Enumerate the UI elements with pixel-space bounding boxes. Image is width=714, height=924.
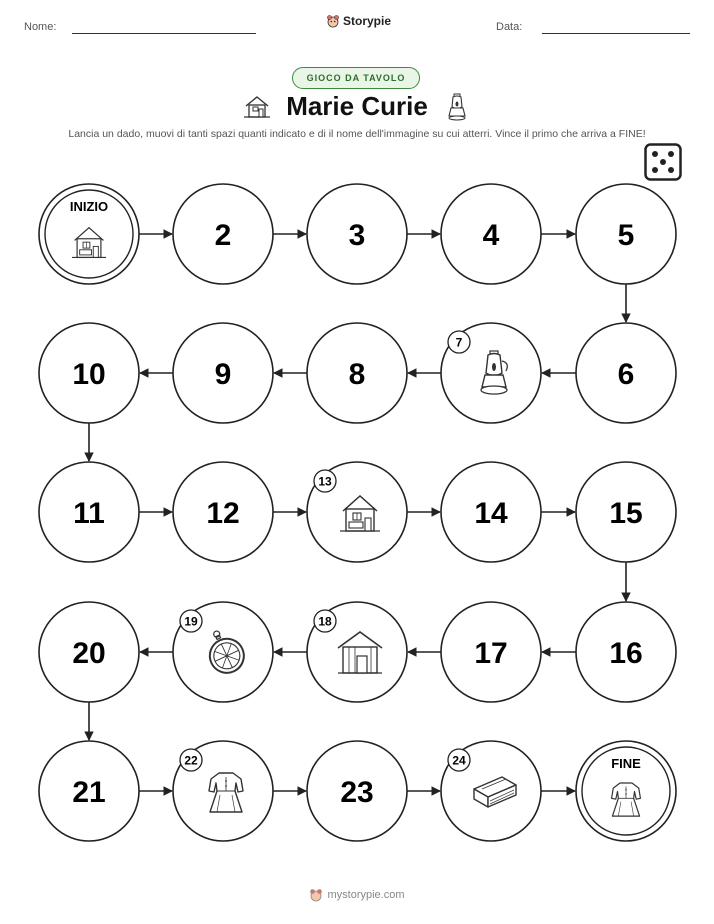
square-label: INIZIO — [69, 199, 109, 214]
page-title: Marie Curie — [286, 91, 428, 121]
square-number: 10 — [72, 358, 106, 391]
square-number: 2 — [214, 219, 232, 252]
storypie-mascot-icon — [309, 888, 323, 902]
square-number: 7 — [455, 335, 463, 350]
board-square-3[interactable] — [307, 184, 407, 284]
board-square-12[interactable] — [173, 462, 273, 562]
board-square-24[interactable] — [441, 741, 541, 841]
board-square-18[interactable] — [307, 602, 407, 702]
name-label: Nome: — [24, 21, 57, 33]
board-square-4[interactable] — [441, 184, 541, 284]
board-square-20[interactable] — [39, 602, 139, 702]
board-square-13[interactable] — [307, 462, 407, 562]
board-square-25[interactable] — [576, 741, 676, 841]
square-number: 11 — [73, 497, 105, 530]
square-number: 19 — [184, 614, 198, 629]
square-label: FINE — [611, 756, 641, 771]
board-square-5[interactable] — [576, 184, 676, 284]
square-number: 16 — [609, 637, 643, 670]
square-number: 17 — [474, 637, 508, 670]
footer — [0, 888, 714, 902]
board-square-7[interactable] — [441, 323, 541, 423]
footer-url[interactable]: mystorypie.com — [327, 889, 405, 901]
square-number: 22 — [184, 753, 198, 768]
square-number: 8 — [348, 358, 366, 391]
square-number: 24 — [452, 753, 466, 768]
board-square-19[interactable] — [173, 602, 273, 702]
square-number: 6 — [617, 358, 635, 391]
square-number: 23 — [340, 776, 374, 809]
square-number: 14 — [474, 497, 508, 530]
board-square-11[interactable] — [39, 462, 139, 562]
square-number: 15 — [609, 497, 643, 530]
board-square-10[interactable] — [39, 323, 139, 423]
board-square-1[interactable] — [39, 184, 139, 284]
board-square-15[interactable] — [576, 462, 676, 562]
board-square-16[interactable] — [576, 602, 676, 702]
square-number: 21 — [72, 776, 106, 809]
square-number: 5 — [617, 219, 635, 252]
board-square-17[interactable] — [441, 602, 541, 702]
square-number: 13 — [318, 474, 332, 489]
square-number: 9 — [214, 358, 232, 391]
board-square-22[interactable] — [173, 741, 273, 841]
brand-name: Storypie — [343, 14, 392, 28]
date-label: Data: — [496, 21, 523, 33]
dress-icon — [612, 783, 641, 816]
board-square-21[interactable] — [39, 741, 139, 841]
board-square-2[interactable] — [173, 184, 273, 284]
board-square-6[interactable] — [576, 323, 676, 423]
square-number: 20 — [72, 637, 106, 670]
category-badge: GIOCO DA TAVOLO — [292, 67, 420, 89]
instructions: Lancia un dado, muovi di tanti spazi quanti indicato e di il nome dell'immagine su cui atterri. Vince il primo che arriva a FINE! — [68, 128, 646, 140]
board-square-9[interactable] — [173, 323, 273, 423]
square-number: 3 — [348, 219, 366, 252]
square-number: 12 — [206, 497, 240, 530]
square-number: 18 — [318, 614, 332, 629]
board-square-8[interactable] — [307, 323, 407, 423]
dress-icon — [209, 773, 243, 812]
square-number: 4 — [482, 219, 500, 252]
board-square-14[interactable] — [441, 462, 541, 562]
board-square-23[interactable] — [307, 741, 407, 841]
